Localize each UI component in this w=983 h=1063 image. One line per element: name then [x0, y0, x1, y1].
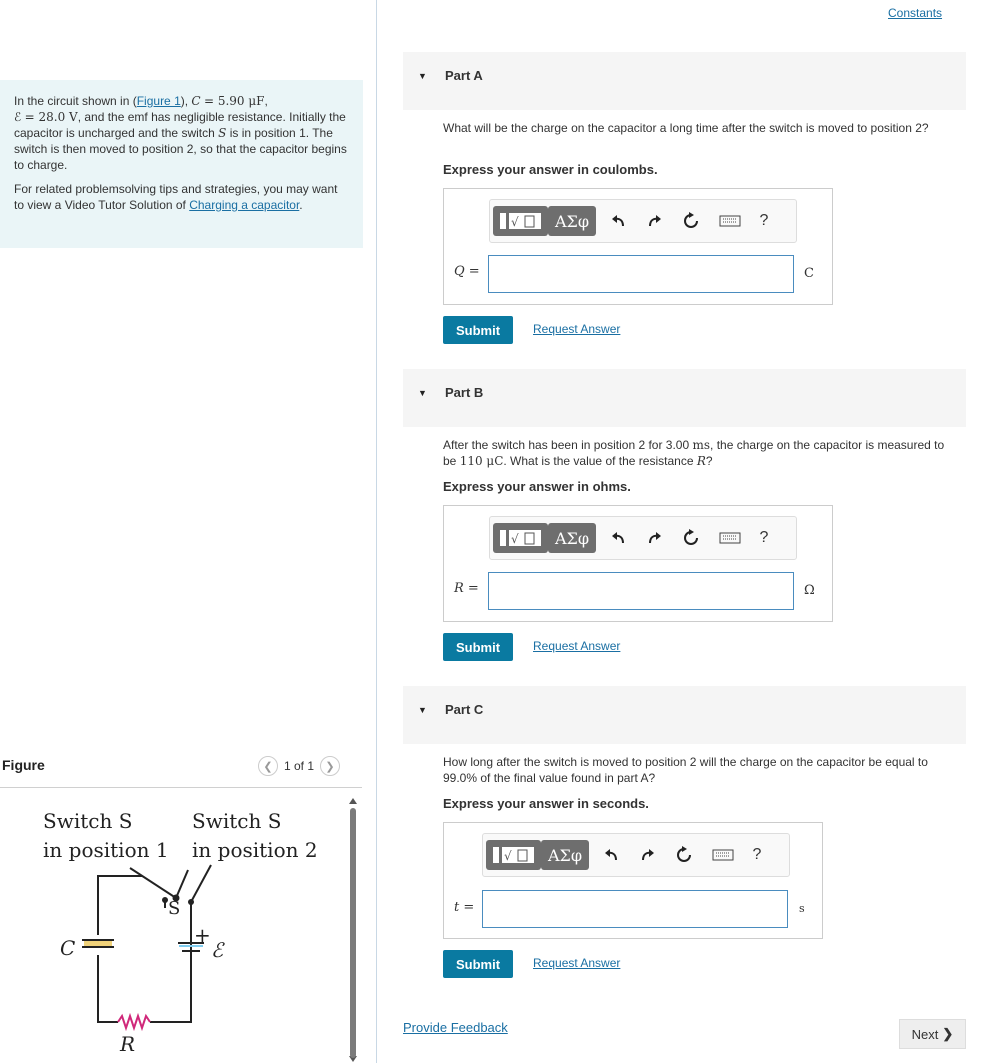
part-b-express: Express your answer in ohms. [443, 479, 631, 494]
figure-divider [0, 787, 362, 788]
part-a-label: Q = [454, 264, 480, 279]
greek-symbols-button[interactable]: ΑΣφ [548, 523, 596, 553]
tips-text: For related problemsolving tips and strategies, you may want to view a Video Tutor Solution of Charging a capacitor. [14, 182, 338, 212]
help-button[interactable]: ? [759, 212, 769, 229]
figure-scrollbar[interactable] [349, 796, 357, 1063]
keyboard-button[interactable] [718, 528, 742, 548]
label-plus: + [194, 923, 211, 947]
figure-page-count: 1 of 1 [284, 759, 315, 773]
redo-button[interactable] [638, 845, 658, 865]
part-c-unit: s [799, 902, 805, 915]
problem-intro [0, 80, 363, 248]
part-a-unit: C [804, 266, 814, 281]
templates-button[interactable] [486, 840, 541, 870]
reset-button[interactable] [681, 211, 701, 231]
part-b-unit: Ω [804, 583, 815, 598]
capacitor-symbol [82, 940, 114, 947]
reset-icon [675, 846, 693, 864]
part-b-answer-box [443, 505, 833, 622]
prev-figure-button[interactable] [258, 756, 278, 776]
part-c-answer-input[interactable] [482, 890, 788, 928]
switch-contact-3 [188, 899, 194, 905]
undo-button[interactable] [608, 211, 628, 231]
templates-button[interactable] [493, 523, 548, 553]
part-a-answer-box [443, 188, 833, 305]
help-button[interactable]: ? [752, 846, 762, 863]
svg-text:√: √ [503, 849, 512, 863]
part-c-answer-box [443, 822, 823, 939]
part-b-answer-input[interactable] [488, 572, 794, 610]
redo-button[interactable] [645, 528, 665, 548]
collapse-icon[interactable]: ▼ [418, 71, 427, 81]
next-button[interactable] [899, 1019, 966, 1049]
redo-icon [647, 531, 663, 545]
figure-scrollbar-thumb[interactable] [350, 808, 356, 1058]
provide-feedback-link[interactable]: Provide Feedback [403, 1020, 508, 1035]
part-a-express: Express your answer in coulombs. [443, 162, 658, 177]
figure-pager [258, 756, 340, 776]
label-emf: ℰ [211, 938, 224, 962]
redo-icon [640, 848, 656, 862]
keyboard-icon [719, 531, 741, 545]
next-label: Next [911, 1026, 939, 1042]
redo-icon [647, 214, 663, 228]
resistor-symbol [118, 1016, 150, 1028]
undo-icon [603, 848, 619, 862]
part-a-answer-input[interactable] [488, 255, 794, 293]
reset-button[interactable] [681, 528, 701, 548]
undo-icon [610, 214, 626, 228]
label-switch-pos1-line1: Switch S [43, 809, 133, 833]
part-c-title: Part C [445, 702, 484, 717]
column-divider [376, 0, 377, 1063]
reset-icon [682, 529, 700, 547]
label-switch-pos2-line2: in position 2 [192, 838, 318, 862]
svg-text:√: √ [510, 532, 519, 546]
part-c-question: How long after the switch is moved to position 2 will the charge on the capacitor be equal to 99.0% of the final value found in part A? [443, 755, 928, 785]
undo-button[interactable] [608, 528, 628, 548]
part-b-question: After the switch has been in position 2 for 3.00 ms, the charge on the capacitor is measured to be 110 μC. What is the value of the resistance R? [443, 438, 945, 468]
label-switch-pos1-line2: in position 1 [43, 838, 169, 862]
part-a-submit-button[interactable]: Submit [443, 316, 513, 344]
constants-link[interactable]: Constants [888, 6, 943, 20]
part-b-request-answer-link[interactable]: Request Answer [533, 639, 621, 653]
figure-title: Figure [2, 757, 45, 773]
collapse-icon[interactable]: ▼ [418, 705, 427, 715]
figure-link[interactable]: Figure 1 [136, 94, 181, 108]
label-S: S [168, 898, 181, 919]
chevron-right-icon: ❯ [942, 1026, 954, 1041]
part-c-express: Express your answer in seconds. [443, 796, 649, 811]
reset-icon [682, 212, 700, 230]
templates-icon [497, 210, 545, 232]
video-tutor-link[interactable]: Charging a capacitor [189, 198, 300, 212]
undo-button[interactable] [601, 845, 621, 865]
part-a-title: Part A [445, 68, 483, 83]
label-R: R [120, 1032, 136, 1056]
part-b-label: R = [454, 581, 479, 596]
math-toolbar [489, 199, 797, 243]
part-c-header[interactable] [403, 686, 966, 744]
greek-symbols-button[interactable]: ΑΣφ [541, 840, 589, 870]
part-b-header[interactable] [403, 369, 966, 427]
svg-text:√: √ [510, 215, 519, 229]
part-b-submit-button[interactable]: Submit [443, 633, 513, 661]
keyboard-button[interactable] [718, 211, 742, 231]
chevron-left-icon: ❮ [263, 760, 273, 773]
keyboard-icon [719, 214, 741, 228]
templates-icon [490, 844, 538, 866]
math-toolbar [482, 833, 790, 877]
part-b-title: Part B [445, 385, 484, 400]
label-switch-pos2-line1: Switch S [192, 809, 282, 833]
circuit-figure [0, 790, 345, 1063]
part-a-request-answer-link[interactable]: Request Answer [533, 322, 621, 336]
templates-button[interactable] [493, 206, 548, 236]
part-c-label: t = [454, 900, 475, 915]
part-a-header[interactable] [403, 52, 966, 110]
problem-statement: In the circuit shown in (Figure 1), C = 5.90 μF, ℰ = 28.0 V, and the emf has negligible resistance. Initially the capacitor is uncharged and the switch S is in position 1. The switch is then moved to position 2, so that the capacitor begins to charge. [14, 94, 347, 172]
label-C: C [60, 936, 76, 960]
part-c-submit-button[interactable]: Submit [443, 950, 513, 978]
math-toolbar [489, 516, 797, 560]
help-button[interactable]: ? [759, 529, 769, 546]
keyboard-icon [712, 848, 734, 862]
collapse-icon[interactable]: ▼ [418, 388, 427, 398]
redo-button[interactable] [645, 211, 665, 231]
next-figure-button[interactable] [320, 756, 340, 776]
keyboard-button[interactable] [711, 845, 735, 865]
templates-icon [497, 527, 545, 549]
reset-button[interactable] [674, 845, 694, 865]
chevron-right-icon: ❯ [325, 760, 335, 773]
undo-icon [610, 531, 626, 545]
part-c-request-answer-link[interactable]: Request Answer [533, 956, 621, 970]
greek-symbols-button[interactable]: ΑΣφ [548, 206, 596, 236]
part-a-question: What will be the charge on the capacitor a long time after the switch is moved to position 2? [443, 121, 929, 135]
